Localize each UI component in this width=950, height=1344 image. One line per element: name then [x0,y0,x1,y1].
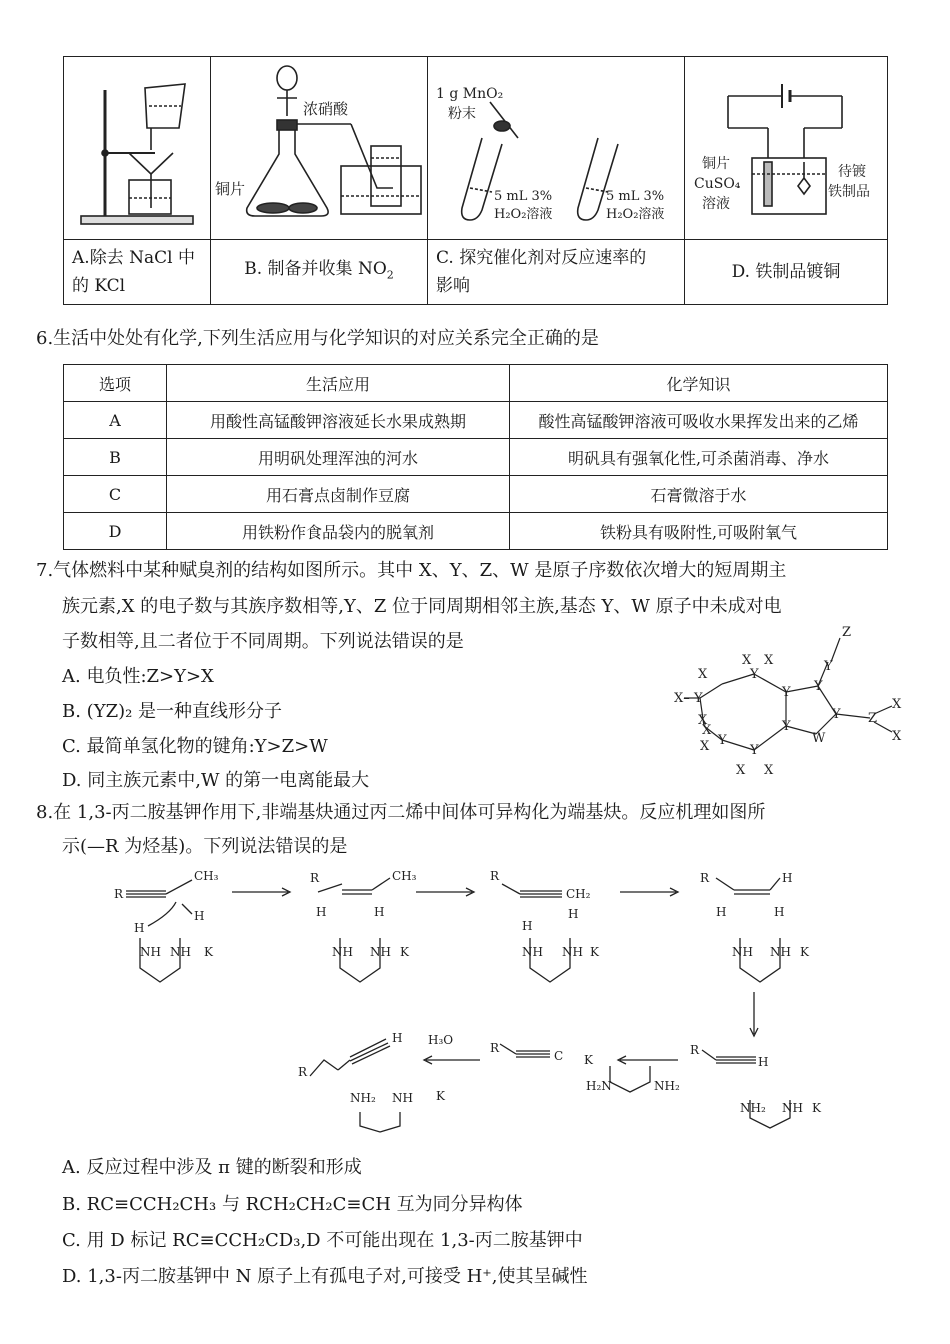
svg-text:Y: Y [814,679,823,694]
cell: 用石膏点卤制作豆腐 [167,476,510,513]
q8-stem-line2: 示(—R 为烃基)。下列说法错误的是 [62,836,348,857]
q7-stem-line3: 子数相等,且二者位于不同周期。下列说法错误的是 [62,631,464,652]
svg-text:X: X [742,653,752,668]
svg-text:CH₃: CH₃ [392,869,417,883]
svg-text:Y: Y [694,691,703,706]
svg-text:NH: NH [392,1091,413,1105]
svg-text:R: R [310,871,320,885]
c-sol2-name: H₂O₂溶液 [606,207,665,222]
q8-option-c: C. 用 D 标记 RC≡CCH₂CD₃,D 不可能出现在 1,3-丙二胺基钾中 [62,1230,583,1251]
svg-text:K: K [584,1053,593,1067]
svg-text:H: H [194,909,205,923]
svg-text:CH₂: CH₂ [566,887,591,901]
svg-text:R: R [490,869,500,883]
svg-text:R: R [490,1041,500,1055]
c-mno2-label: 1 g MnO₂ [436,86,504,102]
svg-text:W: W [812,731,826,746]
cell: C [64,476,167,513]
svg-text:K: K [400,945,409,959]
svg-text:NH₂: NH₂ [654,1079,680,1093]
svg-text:NH: NH [170,945,191,959]
cell: B [64,439,167,476]
svg-text:Y: Y [824,659,833,674]
cell: 用铁粉作食品袋内的脱氧剂 [167,513,510,550]
svg-text:R: R [114,887,124,901]
svg-text:X: X [700,739,710,754]
svg-text:X: X [764,653,774,668]
q7-option-b: B. (YZ)₂ 是一种直线形分子 [62,701,283,722]
svg-text:K: K [800,945,809,959]
svg-text:X–: X– [674,691,690,706]
q6-table [63,364,888,550]
svg-text:X: X [698,713,708,728]
caption-b: B. 制备并收集 $NO_2$ [211,240,428,305]
svg-text:Y: Y [718,733,727,748]
svg-text:H: H [374,905,385,919]
q6-header-application: 生活应用 [167,365,510,402]
svg-text:H: H [392,1031,403,1045]
d-cuso4-label: CuSO₄ [694,176,741,192]
svg-text:H₂N: H₂N [586,1079,612,1093]
q7-structure-diagram [670,622,910,784]
svg-text:H: H [568,907,579,921]
q8-stem-line1: 8.在 1,3-丙二胺基钾作用下,非端基炔通过丙二烯中间体可异构化为端基炔。反应机理如图所 [36,802,766,823]
svg-text:K: K [812,1101,821,1115]
q7-option-c: C. 最简单氢化物的键角:Y>Z>W [62,736,328,757]
cell: 石膏微溶于水 [510,476,888,513]
q7-option-d: D. 同主族元素中,W 的第一电离能最大 [62,770,370,791]
svg-text:K: K [204,945,213,959]
svg-text:NH₂: NH₂ [740,1101,766,1115]
svg-text:X: X [892,697,902,712]
q8-option-d: D. 1,3-丙二胺基钾中 N 原子上有孤电子对,可接受 H⁺,使其呈碱性 [62,1266,588,1287]
svg-text:R: R [690,1043,700,1057]
svg-text:H₃O: H₃O [428,1033,454,1047]
svg-text:NH₂: NH₂ [350,1091,376,1105]
svg-text:H: H [716,905,727,919]
b-acid-label: 浓硝酸 [303,100,349,118]
q7-stem-line1: 7.气体燃料中某种赋臭剂的结构如图所示。其中 X、Y、Z、W 是原子序数依次增大的短周期主 [36,560,787,581]
svg-text:H: H [758,1055,769,1069]
svg-text:H: H [134,921,145,935]
q6-header-option: 选项 [64,365,167,402]
cell: 铁粉具有吸附性,可吸附氧气 [510,513,888,550]
svg-text:NH: NH [370,945,391,959]
svg-text:NH: NH [562,945,583,959]
filtration-apparatus-image [67,58,207,234]
q8-option-a: A. 反应过程中涉及 π 键的断裂和形成 [62,1157,362,1178]
cell: A [64,402,167,439]
svg-text:H: H [782,871,793,885]
svg-text:X: X [892,729,902,744]
svg-text:X: X [764,763,774,778]
caption-a: A.除去 NaCl 中 的 KCl [64,240,211,305]
cell: 酸性高锰酸钾溶液可吸收水果挥发出来的乙烯 [510,402,888,439]
svg-text:H: H [522,919,533,933]
c-sol1-amount: 5 mL 3% [494,189,553,204]
svg-text:CH₃: CH₃ [194,869,219,883]
b-cu-label: 铜片 [215,180,246,198]
svg-text:K: K [590,945,599,959]
svg-text:Z: Z [842,625,852,640]
svg-text:X: X [698,667,708,682]
q7-stem-line2: 族元素,X 的电子数与其族序数相等,Y、Z 位于同周期相邻主族,基态 Y、W 原子中未成对电 [62,596,782,617]
table-row [64,439,888,476]
svg-text:R: R [700,871,710,885]
c-sol2-amount: 5 mL 3% [606,189,665,204]
svg-text:Y: Y [750,667,759,682]
table-row [64,402,888,439]
svg-text:NH: NH [140,945,161,959]
d-cu-label: 铜片 [702,156,730,172]
apparatus-a-cell [64,57,211,240]
q7-option-a: A. 电负性:Z>Y>X [62,666,214,687]
cell: 用酸性高锰酸钾溶液延长水果成熟期 [167,402,510,439]
table-row [64,476,888,513]
electroplating-apparatus-image [688,58,884,234]
svg-text:C: C [554,1049,564,1063]
d-plate-label: 待镀 [838,164,866,180]
apparatus-b-cell [211,57,428,240]
svg-text:Z: Z [868,711,878,726]
svg-text:NH: NH [782,1101,803,1115]
q6-header-knowledge: 化学知识 [510,365,888,402]
apparatus-c-cell [428,57,685,240]
svg-text:NH: NH [522,945,543,959]
q6-stem: 6.生活中处处有化学,下列生活应用与化学知识的对应关系完全正确的是 [36,328,599,349]
svg-text:Y: Y [750,743,759,758]
svg-text:NH: NH [332,945,353,959]
svg-text:X: X [702,723,712,738]
svg-text:Y: Y [782,719,791,734]
cell: 用明矾处理浑浊的河水 [167,439,510,476]
svg-text:H: H [774,905,785,919]
svg-text:NH: NH [770,945,791,959]
q8-option-b: B. RC≡CCH₂CH₃ 与 RCH₂CH₂C≡CH 互为同分异构体 [62,1194,523,1215]
apparatus-table [63,56,888,305]
svg-text:H: H [316,905,327,919]
svg-text:K: K [436,1089,445,1103]
c-sol1-name: H₂O₂溶液 [494,207,553,222]
d-sol-label: 溶液 [702,196,730,212]
d-fe-label: 铁制品 [828,184,870,200]
svg-text:R: R [298,1065,308,1079]
caption-c: C. 探究催化剂对反应速率的 影响 [428,240,685,305]
catalyst-apparatus-image [430,58,682,234]
table-row [64,513,888,550]
apparatus-d-cell [685,57,888,240]
svg-text:X: X [736,763,746,778]
svg-text:NH: NH [732,945,753,959]
svg-text:Y: Y [782,685,791,700]
svg-text:Y: Y [832,707,841,722]
no2-apparatus-image [213,58,425,234]
cell: D [64,513,167,550]
caption-d: D. 铁制品镀铜 [685,240,888,305]
q8-mechanism-diagram [110,864,850,1134]
c-powder-label: 粉末 [448,106,476,122]
cell: 明矾具有强氧化性,可杀菌消毒、净水 [510,439,888,476]
